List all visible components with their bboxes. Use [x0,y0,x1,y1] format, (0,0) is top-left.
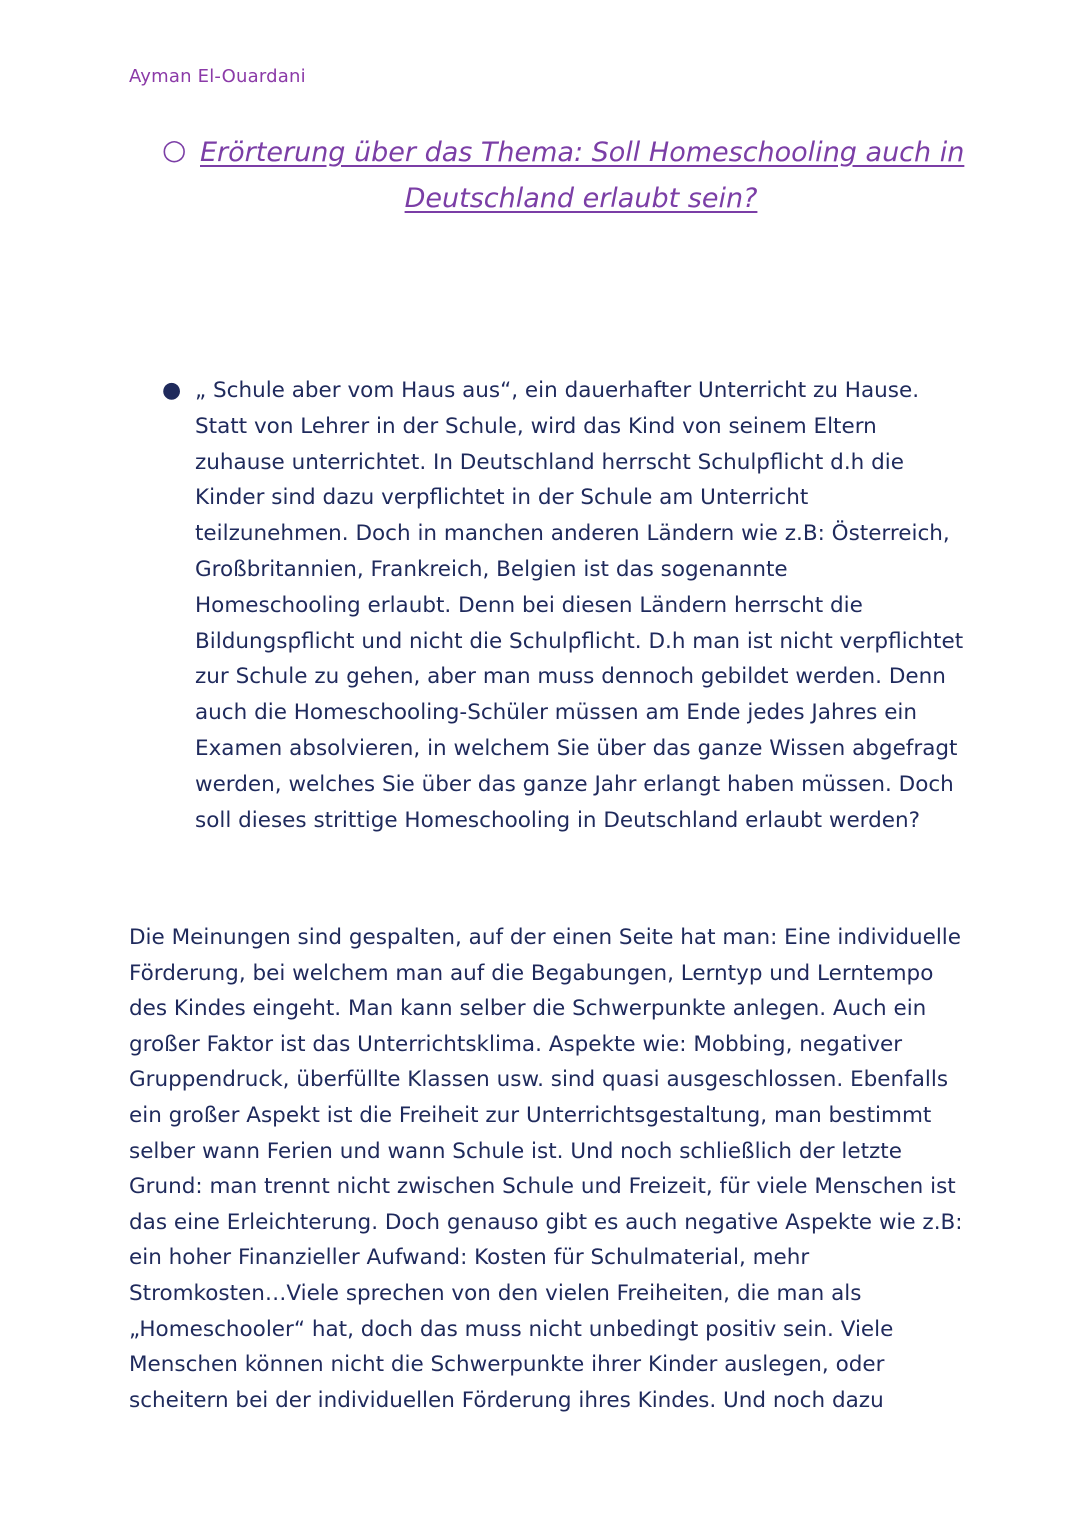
text-line: Grund: man trennt nicht zwischen Schule und Freizeit, für viele Menschen ist [129,1174,956,1200]
text-line: Gruppendruck, überfüllte Klassen usw. sind quasi ausgeschlossen. Ebenfalls [129,1067,949,1093]
text-line: Großbritannien, Frankreich, Belgien ist das sogenannte [195,556,788,582]
title-line: Erörterung über das Thema: Soll Homeschooling auch in [200,137,965,168]
text-line: scheitern bei der individuellen Förderung ihres Kindes. Und noch dazu [129,1387,884,1413]
intro-paragraph [195,373,965,838]
document-title [162,130,965,222]
text-line: Bildungspflicht und nicht die Schulpflicht. D.h man ist nicht verpflichtet [195,628,964,654]
title-line: Deutschland erlaubt sein? [404,183,758,214]
filled-circle-bullet-icon: ● [162,378,182,403]
text-line: zuhause unterrichtet. In Deutschland herrscht Schulpflicht d.h die [195,449,904,475]
text-line: Stromkosten…Viele sprechen von den vielen Freiheiten, die man als [129,1280,862,1306]
text-line: des Kindes eingeht. Man kann selber die Schwerpunkte anlegen. Auch ein [129,996,927,1022]
text-line: Menschen können nicht die Schwerpunkte ihrer Kinder auslegen, oder [129,1352,885,1378]
text-line: das eine Erleichterung. Doch genauso gibt es auch negative Aspekte wie z.B: [129,1209,963,1235]
text-line: „ Schule aber vom Haus aus“, ein dauerhafter Unterricht zu Hause. [195,378,920,403]
text-line: Statt von Lehrer in der Schule, wird das Kind von seinem Eltern [195,413,877,439]
text-line: werden, welches Sie über das ganze Jahr erlangt haben müssen. Doch [195,771,954,797]
text-line: teilzunehmen. Doch in manchen anderen Ländern wie z.B: Österreich, [195,521,950,547]
text-line: Die Meinungen sind gespalten, auf der einen Seite hat man: Eine individuelle [129,925,962,950]
text-line: auch die Homeschooling-Schüler müssen am Ende jedes Jahres ein [195,700,918,726]
text-line: ein hoher Finanzieller Aufwand: Kosten für Schulmaterial, mehr [129,1245,810,1271]
text-line: großer Faktor ist das Unterrichtsklima. Aspekte wie: Mobbing, negativer [129,1031,903,1057]
text-line: zur Schule zu gehen, aber man muss dennoch gebildet werden. Denn [195,664,946,690]
text-line: Homeschooling erlaubt. Denn bei diesen Ländern herrscht die [195,592,863,618]
intro-bullet-item [162,373,962,838]
title-heading [200,130,965,222]
text-line: „Homeschooler“ hat, doch das muss nicht unbedingt positiv sein. Viele [129,1316,894,1342]
text-line: soll dieses strittige Homeschooling in Deutschland erlaubt werden? [195,807,921,833]
text-line: selber wann Ferien und wann Schule ist. Und noch schließlich der letzte [129,1138,902,1164]
hollow-circle-bullet-icon: ○ [162,133,187,166]
text-line: ein großer Aspekt ist die Freiheit zur Unterrichtsgestaltung, man bestimmt [129,1102,932,1128]
text-line: Examen absolvieren, in welchem Sie über das ganze Wissen abgefragt [195,735,958,761]
author-name: Ayman El-Ouardani [129,66,306,87]
text-line: Kinder sind dazu verpflichtet in der Schule am Unterricht [195,485,809,511]
text-line: Förderung, bei welchem man auf die Begabungen, Lerntyp und Lerntempo [129,960,934,986]
body-paragraph [129,920,963,1418]
